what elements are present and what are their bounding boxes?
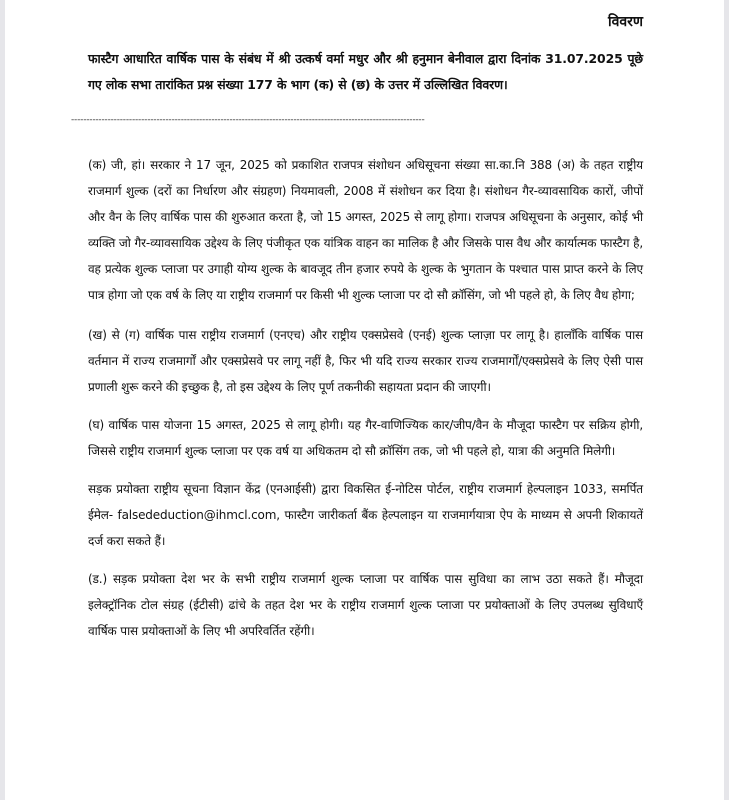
viewer-edge-right [724,0,729,800]
paragraph-kha-ga: (ख) से (ग) वार्षिक पास राष्ट्रीय राजमार्ग (एनएच) और राष्ट्रीय एक्सप्रेसवे (एनई) शुल्क प्लाज़ा पर लागू है। हालाँकि वार्षिक पास वर्तमान में राज्य राजमार्गों और एक्सप्रेसवे पर लागू नहीं है, फिर भी यदि राज्य सरकार राज्य राजमार्गों/एक्सप्रेसवे के लिए ऐसी पास प्रणाली शुरू करने की इच्छुक है, तो इस उद्देश्य के लिए पूर्ण तकनीकी सहायता प्रदान की जाएगी। [88,328,643,394]
document-title: विवरण [607,14,643,30]
paragraph-da: (ड.) सड़क प्रयोक्ता देश भर के सभी राष्ट्रीय राजमार्ग शुल्क प्लाजा पर वार्षिक पास सुविधा का लाभ उठा सकते हैं। मौजूदा इलेक्ट्रॉनिक टोल संग्रह (ईटीसी) ढांचे के तहत देश भर के राष्ट्रीय राजमार्ग शुल्क प्लाजा पर प्रयोक्ताओं के लिए उपलब्ध सुविधाएँ वार्षिक पास प्रयोक्ताओं के लिए भी अपरिवर्तित रहेंगी। [88,572,643,638]
paragraph-gha: (घ) वार्षिक पास योजना 15 अगस्त, 2025 से लागू होगी। यह गैर-वाणिज्यिक कार/जीप/वैन के मौजूदा फास्टैग पर सक्रिय होगी, जिससे राष्ट्रीय राजमार्ग शुल्क प्लाजा पर एक वर्ष या अधिकतम दो सौ क्रॉसिंग तक, जो भी पहले हो, यात्रा की अनुमति मिलेगी। [88,418,643,458]
separator-line: -------------------------------------------------------------------------------------------------------------------- [71,115,425,125]
paragraph-ka: (क) जी, हां। सरकार ने 17 जून, 2025 को प्रकाशित राजपत्र संशोधन अधिसूचना संख्या सा.का.नि 388 (अ) के तहत राष्ट्रीय राजमार्ग शुल्क (दरों का निर्धारण और संग्रहण) नियमावली, 2008 में संशोधन कर दिया है। संशोधन गैर-व्यावसायिक कारों, जीपों और वैन के लिए वार्षिक पास की शुरुआत करता है, जो 15 अगस्त, 2025 से लागू होगा। राजपत्र अधिसूचना के अनुसार, कोई भी व्यक्ति जो गैर-व्यावसायिक उद्देश्य के लिए पंजीकृत एक यांत्रिक वाहन का मालिक है और जिसके पास वैध और कार्यात्मक फास्टैग है, वह प्रत्येक शुल्क प्लाजा पर उगाही योग्य शुल्क के बावजूद तीन हजार रुपये के शुल्क के भुगतान के पश्चात पास प्राप्त करने के लिए पात्र होगा जो एक वर्ष के लिए या राष्ट्रीय राजमार्ग पर किसी भी शुल्क प्लाजा पर दो सौ क्रॉसिंग, जो भी पहले हो, के लिए वैध होगा; [88,158,643,302]
paragraph-complaints: सड़क प्रयोक्ता राष्ट्रीय सूचना विज्ञान केंद्र (एनआईसी) द्वारा विकसित ई-नोटिस पोर्टल, राष्ट्रीय राजमार्ग हेल्पलाइन 1033, समर्पित ईमेल- falsededuction@ihmcl.com, फास्टैग जारीकर्ता बैंक हेल्पलाइन या राजमार्गयात्रा ऐप के माध्यम से अपनी शिकायतें दर्ज करा सकते हैं। [88,482,643,548]
document-page [71,12,643,644]
document-intro: फास्टैग आधारित वार्षिक पास के संबंध में श्री उत्कर्ष वर्मा मधुर और श्री हनुमान बेनीवाल द्वारा दिनांक 31.07.2025 पूछे गए लोक सभा तारांकित प्रश्न संख्या 177 के भाग (क) से (छ) के उत्तर में उल्लिखित विवरण। [88,51,643,92]
viewer-edge-left [0,0,5,800]
